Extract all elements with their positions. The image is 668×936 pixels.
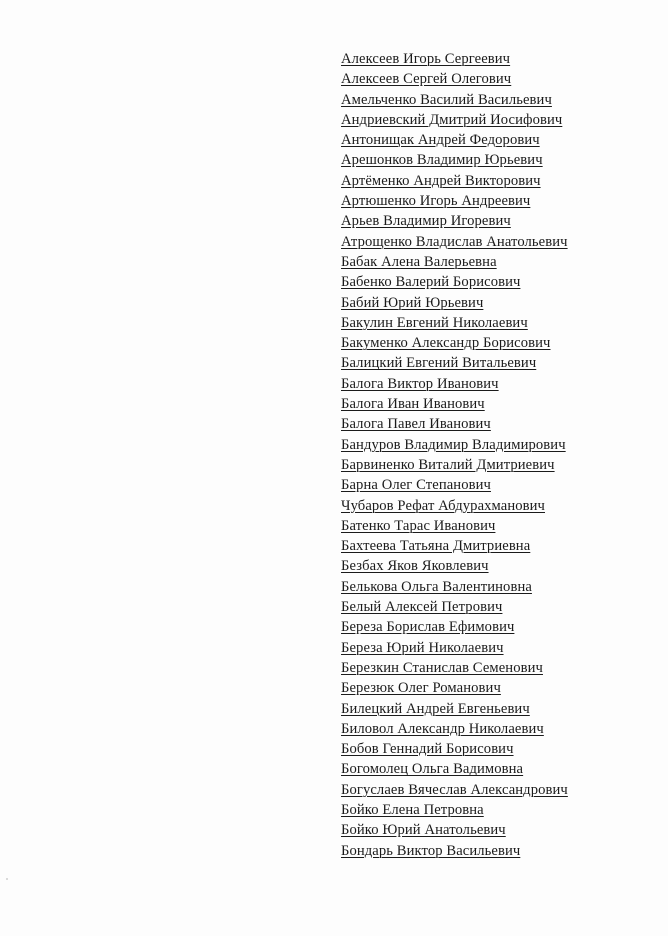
person-name: Чубаров Рефат Абдурахманович	[341, 497, 545, 514]
list-item	[341, 130, 568, 150]
person-name: Бондарь Виктор Васильевич	[341, 842, 521, 859]
list-item	[341, 759, 568, 779]
person-name: Арьев Владимир Игоревич	[341, 213, 511, 230]
list-item	[341, 800, 568, 820]
person-name: Бандуров Владимир Владимирович	[341, 436, 566, 453]
list-item	[341, 699, 568, 719]
person-name: Бабак Алена Валерьевна	[341, 253, 497, 270]
list-item	[341, 820, 568, 840]
list-item	[341, 293, 568, 313]
list-item	[341, 780, 568, 800]
list-item	[341, 597, 568, 617]
person-name: Береза Борислав Ефимович	[341, 619, 515, 636]
list-item	[341, 638, 568, 658]
list-item	[341, 374, 568, 394]
list-item	[341, 536, 568, 556]
list-item	[341, 150, 568, 170]
person-name: Билецкий Андрей Евгеньевич	[341, 700, 530, 717]
list-item	[341, 617, 568, 637]
list-item	[341, 414, 568, 434]
list-item	[341, 252, 568, 272]
person-name: Бабий Юрий Юрьевич	[341, 294, 484, 311]
person-name: Богомолец Ольга Вадимовна	[341, 761, 524, 778]
person-name: Балога Виктор Иванович	[341, 375, 499, 392]
person-name: Бабенко Валерий Борисович	[341, 274, 521, 291]
person-name: Березюк Олег Романович	[341, 680, 501, 697]
list-item	[341, 496, 568, 516]
person-name: Березкин Станислав Семенович	[341, 659, 543, 676]
list-item	[341, 232, 568, 252]
person-name: Алексеев Игорь Сергеевич	[341, 51, 511, 67]
person-name: Балога Иван Иванович	[341, 396, 485, 413]
list-item	[341, 394, 568, 414]
person-name: Бахтеева Татьяна Дмитриевна	[341, 538, 531, 555]
person-name: Бакуменко Александр Борисович	[341, 335, 551, 352]
name-list	[341, 49, 568, 861]
person-name: Бакулин Евгений Николаевич	[341, 314, 528, 331]
person-name: Бобов Геннадий Борисович	[341, 741, 514, 758]
person-name: Алексеев Сергей Олегович	[341, 71, 512, 88]
list-item	[341, 435, 568, 455]
list-item	[341, 191, 568, 211]
list-item	[341, 110, 568, 130]
scan-speck	[6, 878, 8, 880]
list-item	[341, 49, 568, 69]
list-item	[341, 678, 568, 698]
person-name: Андриевский Дмитрий Иосифович	[341, 111, 563, 128]
person-name: Амельченко Василий Васильевич	[341, 91, 552, 108]
list-item	[341, 313, 568, 333]
person-name: Артёменко Андрей Викторович	[341, 172, 541, 189]
person-name: Арешонков Владимир Юрьевич	[341, 152, 543, 169]
person-name: Балога Павел Иванович	[341, 416, 491, 433]
list-item	[341, 272, 568, 292]
list-item	[341, 577, 568, 597]
list-item	[341, 69, 568, 89]
person-name: Биловол Александр Николаевич	[341, 720, 544, 737]
person-name: Белькова Ольга Валентиновна	[341, 578, 532, 595]
list-item	[341, 333, 568, 353]
person-name: Белый Алексей Петрович	[341, 599, 503, 616]
person-name: Береза Юрий Николаевич	[341, 639, 504, 656]
person-name: Балицкий Евгений Витальевич	[341, 355, 537, 372]
person-name: Безбах Яков Яковлевич	[341, 558, 489, 575]
list-item	[341, 556, 568, 576]
person-name: Бойко Юрий Анатольевич	[341, 822, 506, 839]
person-name: Атрощенко Владислав Анатольевич	[341, 233, 568, 250]
person-name: Барна Олег Степанович	[341, 477, 491, 494]
person-name: Артюшенко Игорь Андреевич	[341, 193, 531, 210]
person-name: Барвиненко Виталий Дмитриевич	[341, 456, 555, 473]
list-item	[341, 475, 568, 495]
person-name: Антонищак Андрей Федорович	[341, 132, 540, 149]
list-item	[341, 658, 568, 678]
list-item	[341, 353, 568, 373]
list-item	[341, 841, 568, 861]
list-item	[341, 90, 568, 110]
person-name: Богуслаев Вячеслав Александрович	[341, 781, 568, 798]
list-item	[341, 739, 568, 759]
list-item	[341, 516, 568, 536]
list-item	[341, 211, 568, 231]
list-item	[341, 171, 568, 191]
list-item	[341, 455, 568, 475]
list-item	[341, 719, 568, 739]
person-name: Батенко Тарас Иванович	[341, 517, 496, 534]
person-name: Бойко Елена Петровна	[341, 801, 484, 818]
